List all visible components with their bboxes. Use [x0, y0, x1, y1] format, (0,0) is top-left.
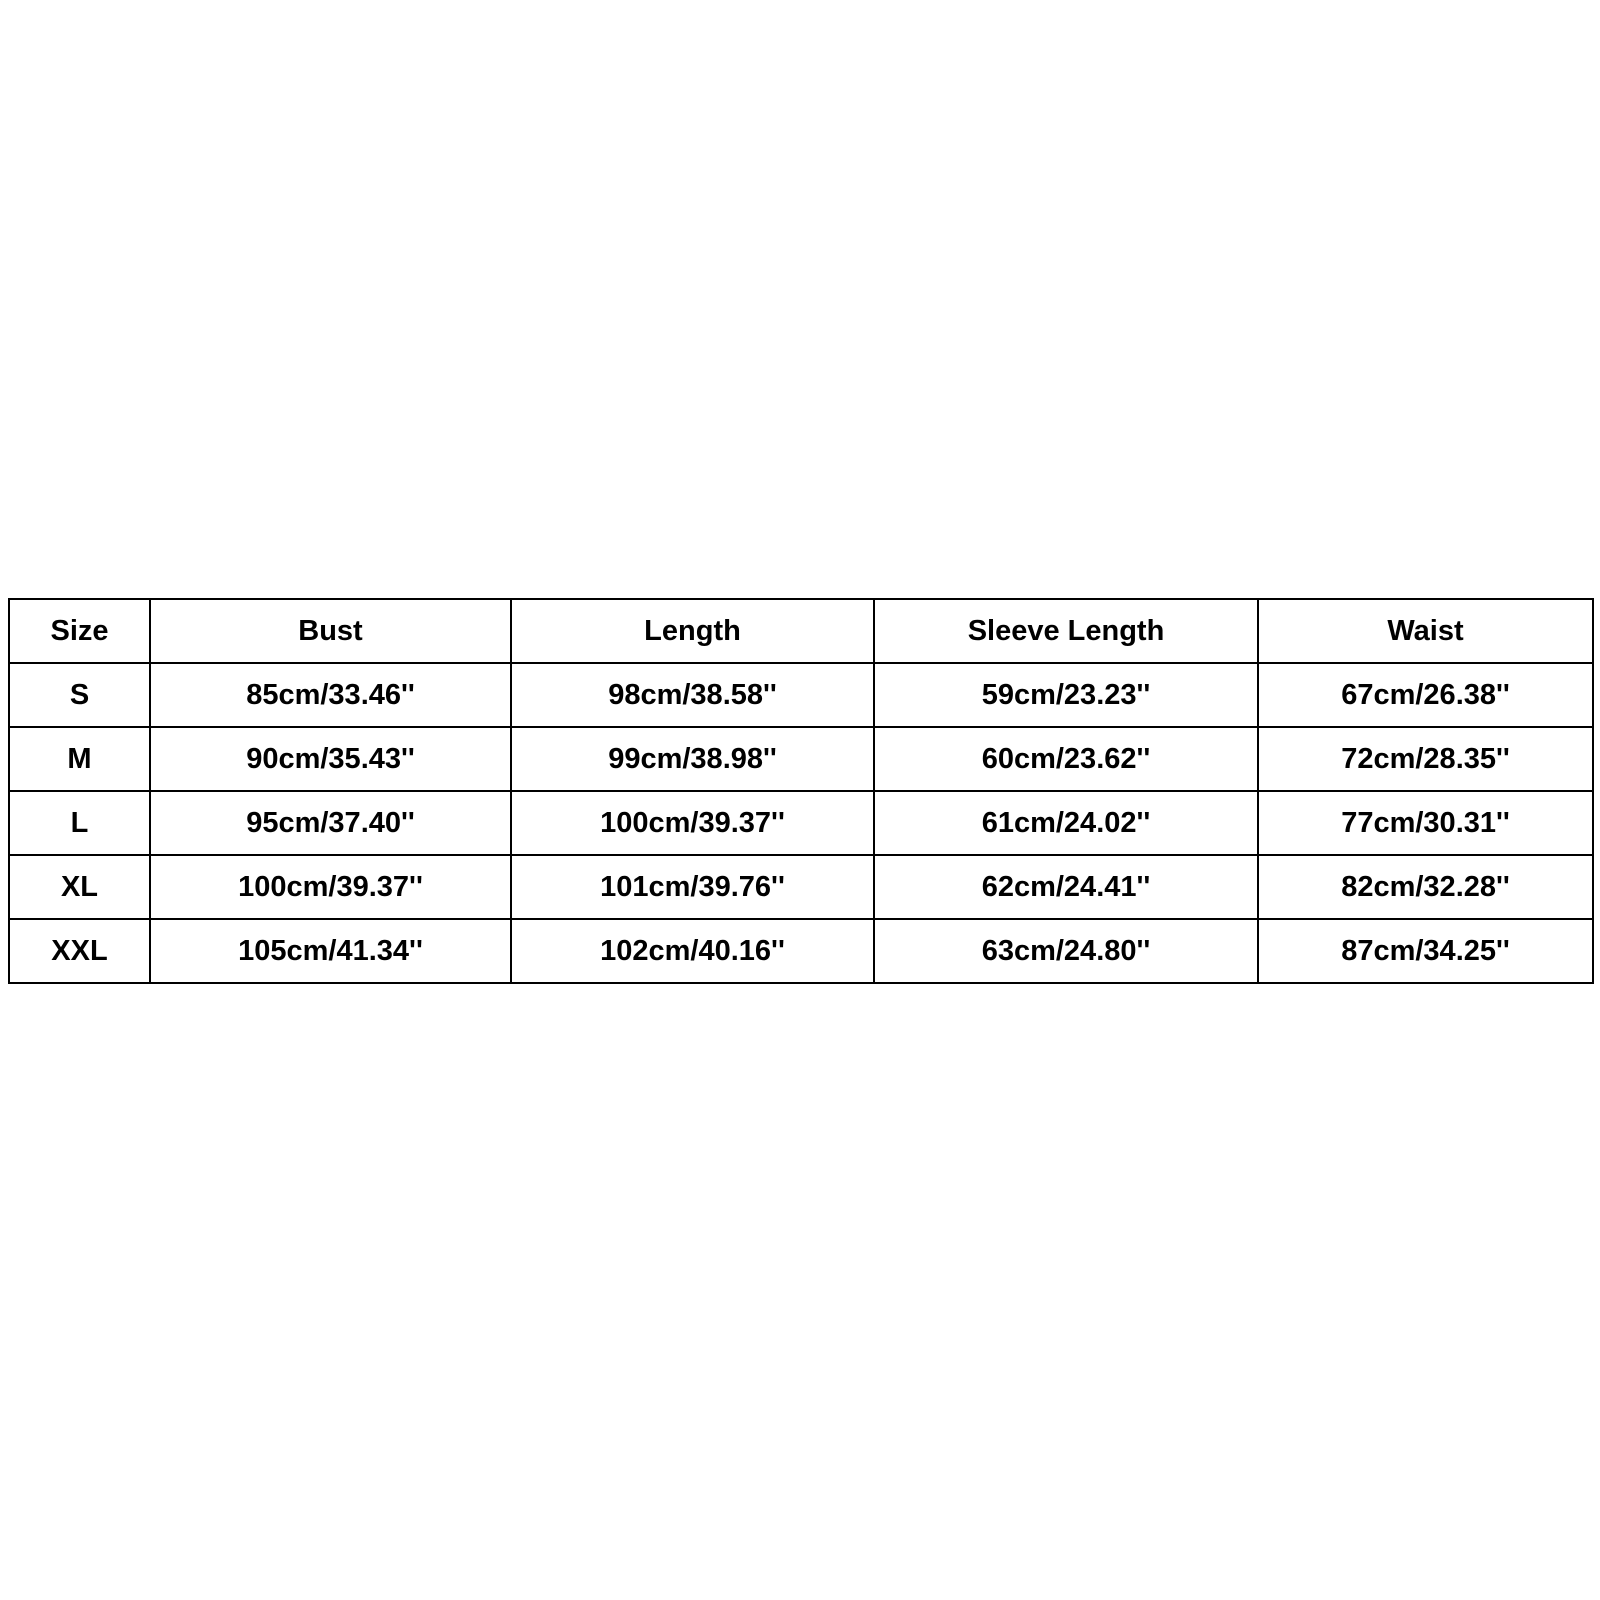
table-row: [9, 855, 1593, 919]
cell-waist: 72cm/28.35'': [1258, 727, 1593, 791]
cell-bust: 90cm/35.43'': [150, 727, 511, 791]
cell-size: XXL: [9, 919, 150, 983]
cell-bust: 85cm/33.46'': [150, 663, 511, 727]
cell-waist: 82cm/32.28'': [1258, 855, 1593, 919]
cell-waist: 87cm/34.25'': [1258, 919, 1593, 983]
cell-size: S: [9, 663, 150, 727]
table-row: [9, 663, 1593, 727]
cell-length: 101cm/39.76'': [511, 855, 874, 919]
cell-size: XL: [9, 855, 150, 919]
cell-sleeve-length: 60cm/23.62'': [874, 727, 1258, 791]
header-sleeve-length: Sleeve Length: [874, 599, 1258, 663]
cell-length: 99cm/38.98'': [511, 727, 874, 791]
cell-bust: 95cm/37.40'': [150, 791, 511, 855]
cell-bust: 105cm/41.34'': [150, 919, 511, 983]
cell-sleeve-length: 59cm/23.23'': [874, 663, 1258, 727]
header-size: Size: [9, 599, 150, 663]
cell-length: 102cm/40.16'': [511, 919, 874, 983]
cell-waist: 67cm/26.38'': [1258, 663, 1593, 727]
header-bust: Bust: [150, 599, 511, 663]
cell-length: 100cm/39.37'': [511, 791, 874, 855]
cell-sleeve-length: 61cm/24.02'': [874, 791, 1258, 855]
table-row: [9, 727, 1593, 791]
cell-sleeve-length: 62cm/24.41'': [874, 855, 1258, 919]
cell-sleeve-length: 63cm/24.80'': [874, 919, 1258, 983]
size-chart-table: [8, 598, 1594, 984]
cell-waist: 77cm/30.31'': [1258, 791, 1593, 855]
header-row: [9, 599, 1593, 663]
cell-size: L: [9, 791, 150, 855]
header-waist: Waist: [1258, 599, 1593, 663]
cell-length: 98cm/38.58'': [511, 663, 874, 727]
table-row: [9, 919, 1593, 983]
cell-bust: 100cm/39.37'': [150, 855, 511, 919]
table-row: [9, 791, 1593, 855]
header-length: Length: [511, 599, 874, 663]
cell-size: M: [9, 727, 150, 791]
